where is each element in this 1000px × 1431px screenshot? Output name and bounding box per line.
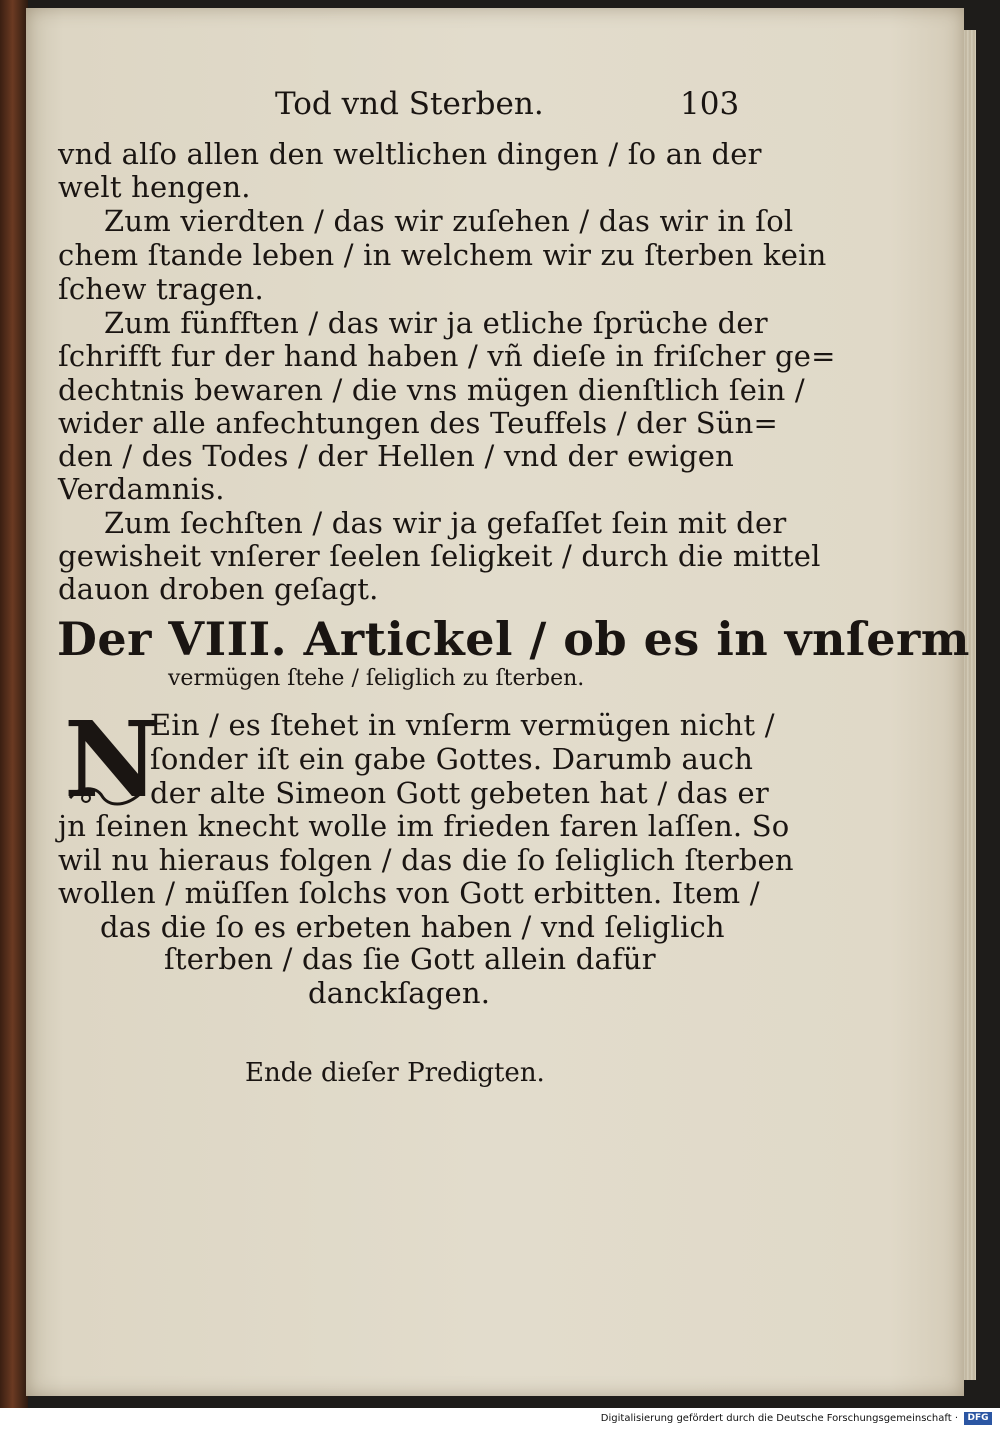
page-fore-edge [964,30,976,1380]
body-line: wider alle anfechtungen des Teuffels / der Sün= [58,406,779,440]
footer-credit: Digitalisierung gefördert durch die Deutsche Forschungsgemeinschaft · [600,1413,958,1424]
answer-line: wil nu hieraus folgen / das die ſo ſeliglich ſterben [58,843,794,877]
body-line: dauon droben geſagt. [58,572,379,606]
decorated-initial: N [64,698,160,821]
article-subheading: vermügen ſtehe / ſeliglich zu ſterben. [168,666,585,691]
dfg-logo: DFG [964,1412,992,1425]
article-heading: Der VIII. Artickel / ob es in vnſerm [57,612,970,666]
body-line: Zum ſechſten / das wir ja gefaſſet ſein mit der [104,506,787,540]
page-number: 103 [680,86,740,122]
answer-line: Ein / es ſtehet in vnſerm vermügen nicht / [150,708,775,742]
answer-line: der alte Simeon Gott gebeten hat / das er [150,776,769,810]
answer-line: ſterben / das ſie Gott allein dafür [164,942,656,976]
book-spine [0,0,28,1408]
answer-line: das die ſo es erbeten haben / vnd ſeliglich [100,910,725,944]
body-line: gewisheit vnſerer ſeelen ſeligkeit / durch die mittel [58,539,821,573]
answer-line: danckſagen. [308,976,491,1010]
body-line: Zum vierdten / das wir zuſehen / das wir in ſol [104,204,794,238]
finis-line: Ende dieſer Predigten. [245,1058,545,1088]
answer-line: jn ſeinen knecht wolle im frieden faren laſſen. So [58,809,790,843]
body-line: dechtnis bewaren / die vns mügen dienſtlich ſein / [58,373,805,407]
body-line: den / des Todes / der Hellen / vnd der ewigen [58,439,734,473]
running-head: Tod vnd Sterben. [275,86,544,122]
footer-bar [0,1408,1000,1431]
body-line: ſchrifft fur der hand haben / vñ dieſe in friſcher ge= [58,339,836,373]
initial-flourish-ornament [66,782,146,812]
body-line: Verdamnis. [58,472,225,506]
answer-line: wollen / müſſen ſolchs von Gott erbitten. Item / [58,876,760,910]
body-line: chem ſtande leben / in welchem wir zu ſterben kein [58,238,827,272]
body-line: ſchew tragen. [58,272,264,306]
body-line: vnd alſo allen den weltlichen dingen / ſo an der [58,137,762,171]
body-line: welt hengen. [58,170,251,204]
body-line: Zum fünfften / das wir ja etliche ſprüche der [104,306,768,340]
answer-line: ſonder iſt ein gabe Gottes. Darumb auch [150,742,754,776]
